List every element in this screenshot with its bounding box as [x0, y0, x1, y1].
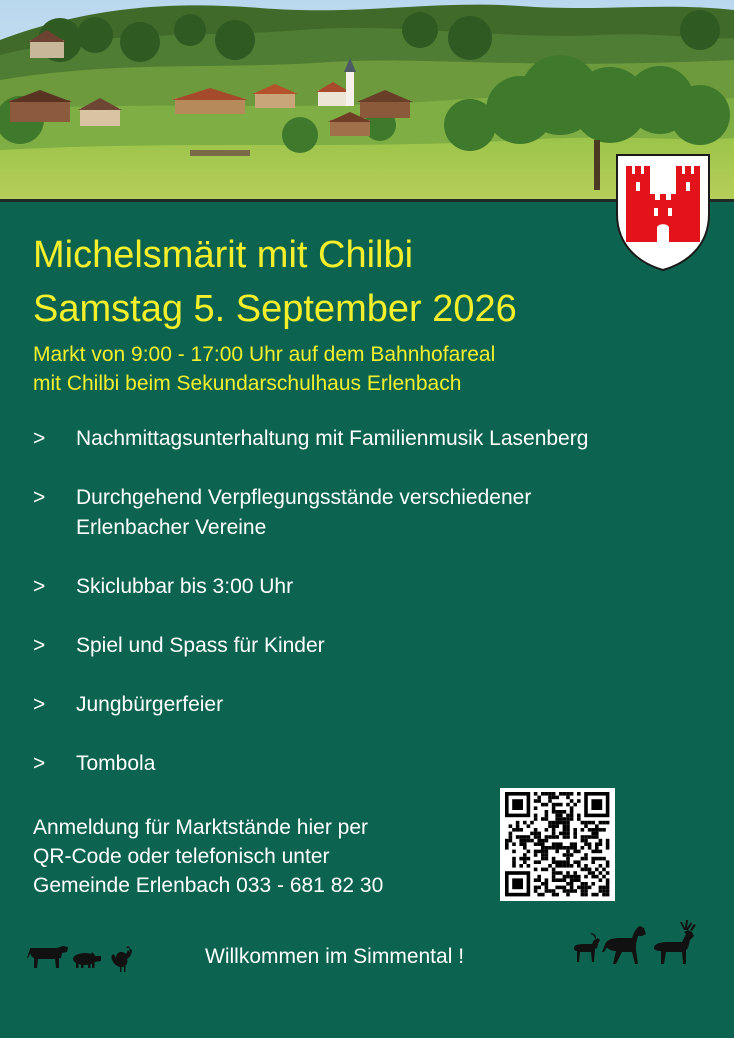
welcome-message: Willkommen im Simmental ! — [205, 945, 465, 968]
registration-line: Anmeldung für Marktstände hier per — [33, 816, 369, 839]
program-item-text: Tombola — [76, 752, 156, 775]
list-marker: > — [33, 427, 46, 450]
list-marker: > — [33, 486, 46, 509]
program-item-text: Skiclubbar bis 3:00 Uhr — [76, 575, 294, 598]
rooster-icon — [111, 946, 132, 972]
list-marker: > — [33, 752, 46, 775]
program-item-text: Nachmittagsunterhaltung mit Familienmusik Lasenberg — [76, 427, 589, 450]
goat-icon — [574, 933, 600, 962]
list-item — [33, 631, 723, 661]
program-list — [33, 424, 723, 779]
list-item — [33, 483, 723, 543]
chilbi-location-text: mit Chilbi beim Sekundarschulhaus Erlenbach — [33, 372, 462, 395]
market-hours-text: Markt von 9:00 - 17:00 Uhr auf dem Bahnhofareal — [33, 343, 496, 366]
horse-icon — [602, 926, 646, 964]
event-title: Michelsmärit mit Chilbi — [33, 234, 414, 276]
event-date: Samstag 5. September 2026 — [33, 288, 517, 330]
qr-code-icon[interactable] — [500, 788, 615, 901]
program-item-text: Jungbürgerfeier — [76, 693, 224, 716]
list-item — [33, 424, 723, 454]
program-item-text: Spiel und Spass für Kinder — [76, 634, 325, 657]
event-subtitle — [33, 340, 495, 398]
alpine-animals-right — [570, 918, 704, 970]
list-marker: > — [33, 634, 46, 657]
list-item — [33, 749, 723, 779]
program-item-text: Durchgehend Verpflegungsstände verschiedener Erlenbacher Vereine — [76, 486, 532, 539]
registration-line: QR-Code oder telefonisch unter — [33, 845, 330, 868]
deer-icon — [654, 920, 696, 964]
list-marker: > — [33, 693, 46, 716]
cow-icon — [27, 946, 68, 968]
list-marker: > — [33, 575, 46, 598]
farm-animals-left — [26, 938, 136, 974]
registration-phone: Gemeinde Erlenbach 033 - 681 82 30 — [33, 874, 384, 897]
registration-info — [33, 813, 383, 900]
castle-crest-icon — [614, 152, 712, 272]
list-item — [33, 690, 723, 720]
list-item — [33, 572, 723, 602]
pig-icon — [73, 952, 101, 968]
